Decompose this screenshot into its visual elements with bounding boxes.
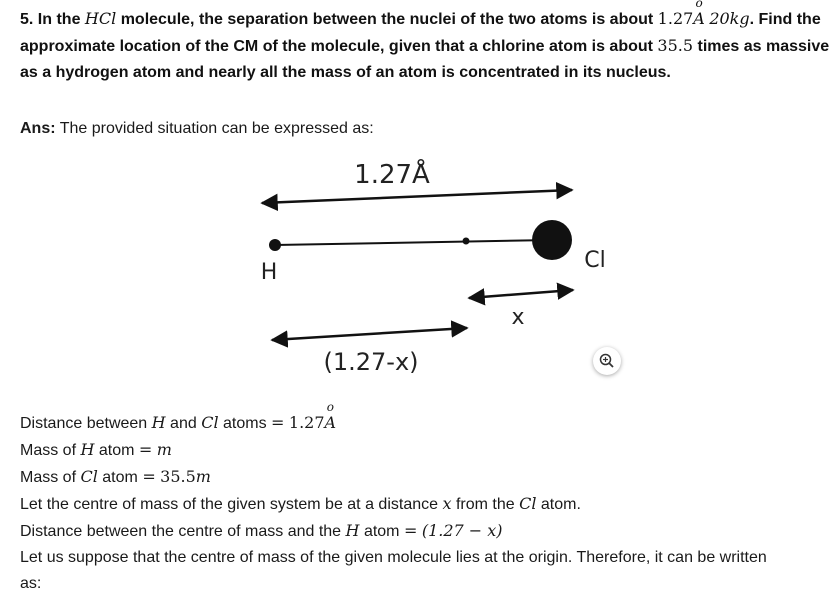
separation-arrow [262,190,572,203]
hydrogen-atom [269,239,281,251]
remainder-label: (1.27-x) [323,348,419,376]
molecule-formula: HCl [84,9,117,28]
separation-label: 1.27Å [354,160,430,190]
question-number: 5. [20,11,34,28]
solution-lines [20,400,832,597]
angstrom-symbol: o A [693,0,705,28]
chlorine-atom [532,220,572,260]
bond-line [275,240,552,245]
centre-of-mass-point [463,238,470,245]
line-distance: Distance between H and Cl atoms = 1.27 o A [20,410,832,437]
remainder-arrow [272,328,467,340]
hydrogen-label: H [260,260,278,285]
answer-intro: Ans: The provided situation can be expressed as: [20,120,374,137]
x-arrow [469,290,573,298]
line-mass-cl: Mass of Cl atom = 35.5m [20,467,211,486]
question-text: 5. In the HCl molecule, the separation between the nuclei of the two atoms is about 1.27 o A 20kg. Find the approximate location of the CM of the molecule, given that a chlorine atom is about 35.5 times as massive as a hydrogen atom and nearly all the mass of an atom is concentrated in its nucleus. [20,0,830,81]
line-mass-h: Mass of H atom = m [20,440,172,459]
line-cm-assumption: Let the centre of mass of the given system be at a distance x from the Cl atom. [20,494,581,513]
x-label: x [511,305,525,330]
answer-label: Ans: [20,120,56,137]
angstrom-symbol: o A [324,400,337,432]
chlorine-label: Cl [584,248,606,273]
line-cm-distance: Distance between the centre of mass and the H atom = (1.27 − x) [20,521,503,540]
line-origin: Let us suppose that the centre of mass of the given molecule lies at the origin. Therefore, it can be written [20,549,767,566]
line-as: as: [20,575,42,592]
zoom-in-icon [593,347,621,375]
zoom-in-button[interactable] [593,347,621,375]
